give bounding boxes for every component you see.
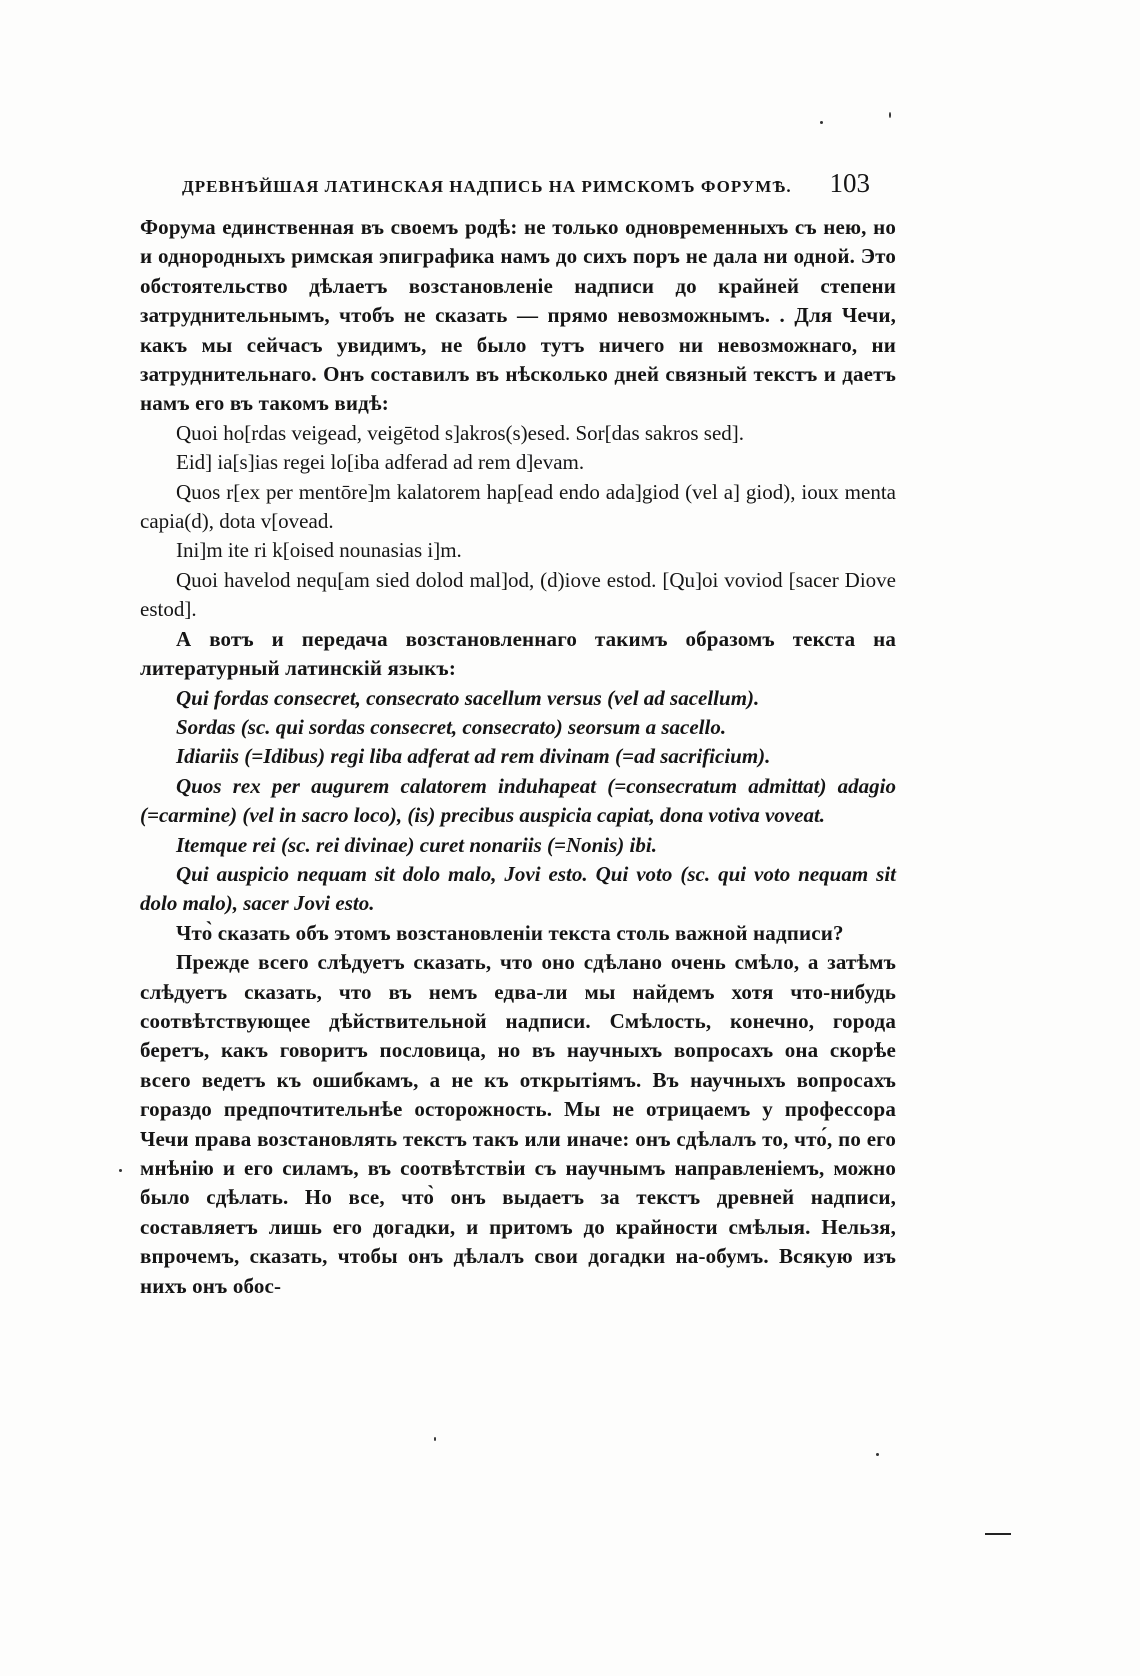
- scan-speck: [820, 121, 823, 124]
- scan-speck: [876, 1453, 879, 1456]
- paragraph-3: Eid] ia[s]ias regei lo[iba adferad ad rem d]evam.: [176, 450, 585, 475]
- paragraph-1: Форума единственная въ своемъ родѣ: не только одновременныхъ съ нею, но и однородныхъ римская эпиграфика намъ до сихъ поръ не дала ни одной. Это обстоятельство дѣлаетъ возстановленіе надписи до крайней степени затруднительнымъ, чтобъ не сказать — прямо невозможнымъ. . Для Чечи, какъ мы сейчасъ увидимъ, не было тутъ ничего ни невозможнаго, ни затруднительнаго. Онъ составилъ въ нѣсколько дней связный текстъ и даетъ намъ его въ такомъ видѣ:: [140, 215, 896, 416]
- paragraph-10: Idiariis (=Idibus) regi liba adferat ad rem divinam (=ad sacrificium).: [176, 744, 771, 769]
- paragraph-13: Qui auspicio nequam sit dolo malo, Jovi esto. Qui voto (sc. qui voto nequam sit dolo malo), sacer Jovi esto.: [140, 861, 896, 916]
- scan-speck: [434, 1437, 436, 1441]
- paragraph-14: Что̀ сказать объ этомъ возстановленіи текста столь важной надписи?: [176, 920, 844, 945]
- paragraph-9: Sordas (sc. qui sordas consecret, consecrato) seorsum a sacello.: [176, 714, 727, 739]
- scan-mark-line: [985, 1533, 1011, 1535]
- paragraph-4: Quos r[ex per mentōre]m kalatorem hap[ead endo ada]giod (vel a] giod), ioux menta capia(d), dota v[ovead.: [140, 479, 896, 534]
- running-title: ДРЕВНѢЙШАЯ ЛАТИНСКАЯ НАДПИСЬ НА РИМСКОМЪ ФОРУМѢ.: [182, 177, 792, 196]
- running-header: [140, 168, 896, 199]
- page-text-block: [140, 168, 896, 1301]
- paragraph-2: Quoi ho[rdas veigead, veigētod s]akros(s)esed. Sor[das sakros sed].: [176, 420, 745, 445]
- scan-speck: [889, 112, 891, 118]
- paragraph-15: Прежде всего слѣдуетъ сказать, что оно сдѣлано очень смѣло, а затѣмъ слѣдуетъ сказать, что въ немъ едва-ли мы найдемъ хотя что-нибудь соотвѣтствующее дѣйствительной надписи. Смѣлость, конечно, города беретъ, какъ говоритъ пословица, но въ научныхъ вопросахъ она скорѣе всего ведетъ къ ошибкамъ, а не къ открытіямъ. Въ научныхъ вопросахъ гораздо предпочтительнѣе осторожность. Мы не отрицаемъ у профессора Чечи права возстановлять текстъ такъ или иначе: онъ сдѣлалъ то, что́, по его мнѣнію и его силамъ, въ соотвѣтствіи съ научнымъ направленіемъ, можно было сдѣлать. Но все, что̀ онъ выдаетъ за текстъ древней надписи, составляетъ лишь его догадки, и притомъ до крайности смѣлыя. Нельзя, впрочемъ, сказать, чтобы онъ дѣлалъ свои догадки на-обумъ. Всякую изъ нихъ онъ обос-: [140, 950, 896, 1298]
- paragraph-11: Quos rex per augurem calatorem induhapeat (=consecratum admittat) adagio (=carmine) (vel in sacro loco), (is) precibus auspicia capiat, dona votiva voveat.: [140, 773, 896, 828]
- paragraph-5: Ini]m ite ri k[oised nounasias i]m.: [176, 538, 462, 563]
- page-number: 103: [829, 168, 870, 198]
- paragraph-12: Itemque rei (sc. rei divinae) curet nonariis (=Nonis) ibi.: [176, 832, 657, 857]
- body-text: [140, 213, 896, 1301]
- paragraph-6: Quoi havelod nequ[am sied dolod mal]od, (d)iove estod. [Qu]oi voviod [sacer Diove estod].: [140, 567, 896, 622]
- scan-speck: [119, 1169, 122, 1172]
- paragraph-7: А вотъ и передача возстановленнаго такимъ образомъ текста на литературный латинскій языкъ:: [140, 626, 896, 681]
- paragraph-8: Qui fordas consecret, consecrato sacellum versus (vel ad sacellum).: [176, 685, 760, 710]
